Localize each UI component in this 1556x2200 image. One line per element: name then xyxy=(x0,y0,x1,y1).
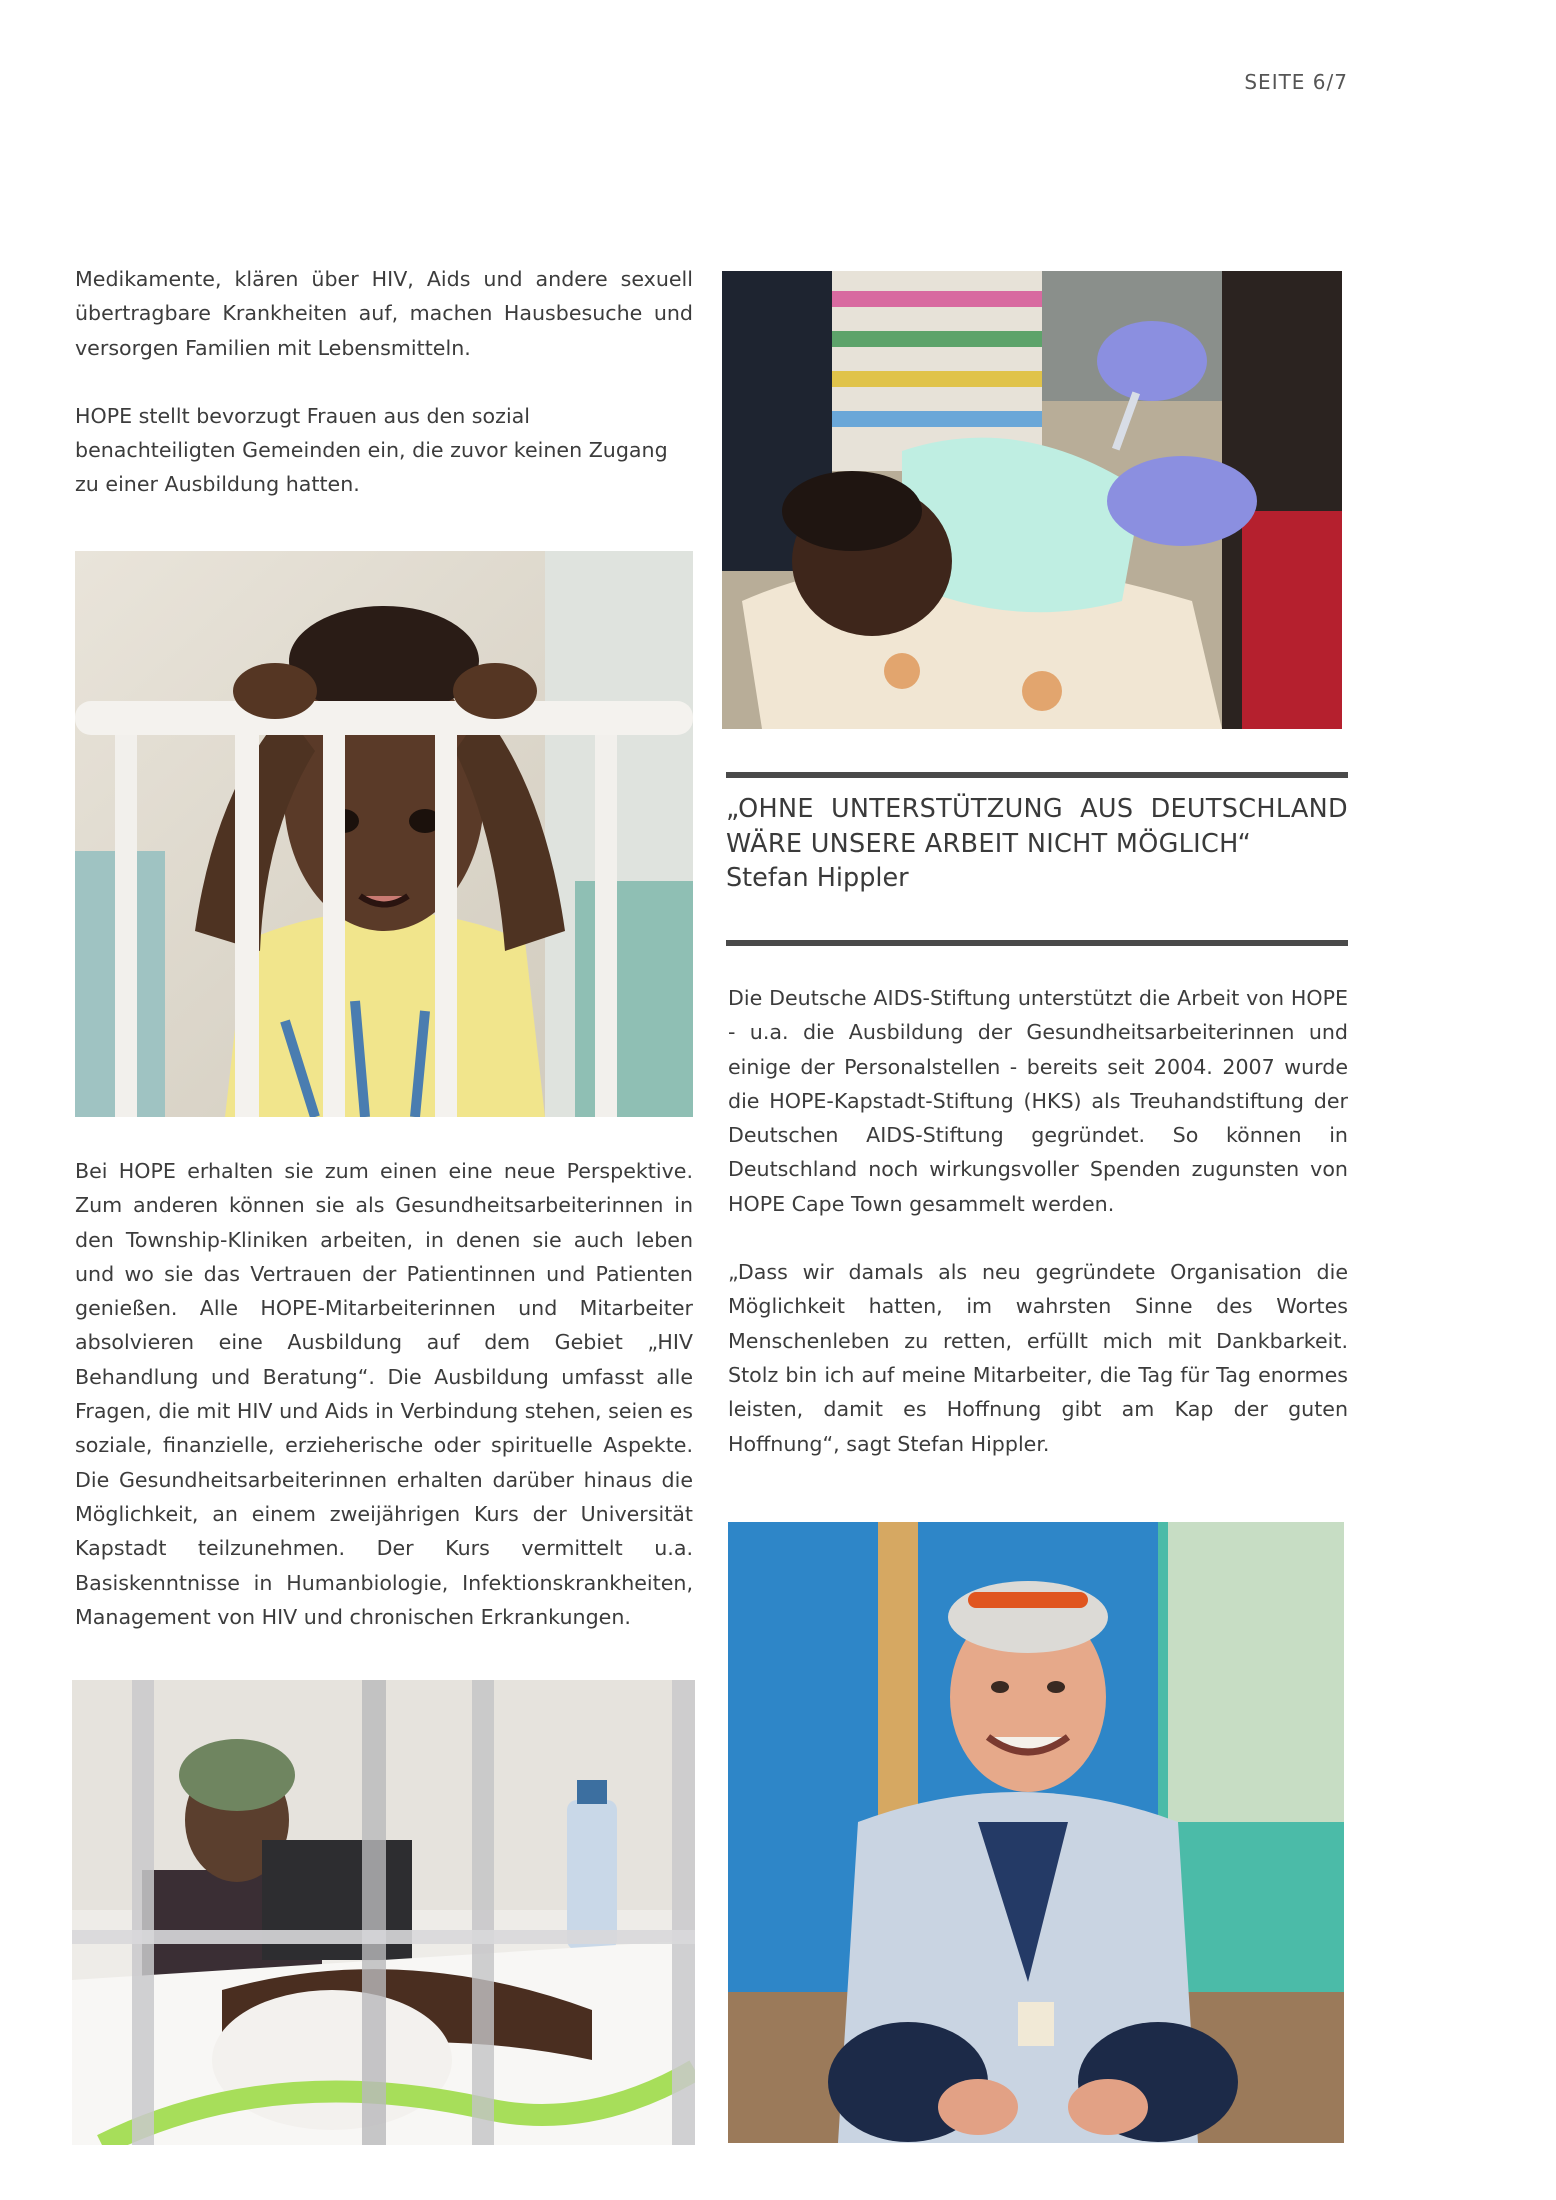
quote-box xyxy=(726,772,1348,946)
quote-author: Stefan Hippler xyxy=(726,863,909,893)
left-intro-text xyxy=(75,262,693,502)
photo-baby-vaccination xyxy=(722,271,1342,729)
left-paragraph-1: Medikamente, klären über HIV, Aids und andere sexuell übertragbare Krankheiten auf, machen Hausbesuche und versorgen Familien mit Lebensmitteln. xyxy=(75,267,693,360)
photo-hospital-bed xyxy=(72,1680,695,2145)
photo-stefan-hippler xyxy=(728,1522,1344,2143)
quote-text: „OHNE UNTERSTÜTZUNG AUS DEUTSCHLAND WÄRE UNSERE ARBEIT NICHT MÖGLICH“ xyxy=(726,794,1348,859)
left-main-text xyxy=(75,1154,693,1634)
page-number: SEITE 6/7 xyxy=(1244,70,1348,94)
left-paragraph-3: Bei HOPE erhalten sie zum einen eine neue Perspektive. Zum anderen können sie als Gesundheitsarbeiterinnen in den Township-Kliniken arbeiten, in denen sie auch leben und wo sie das Vertrauen der Patientinnen und Patienten genießen. Alle HOPE-Mitarbeiterinnen und Mitarbeiter absolvieren eine Ausbildung auf dem Gebiet „HIV Behandlung und Beratung“. Die Ausbildung umfasst alle Fragen, die mit HIV und Aids in Verbindung stehen, seien es soziale, finanzielle, erzieherische oder spirituelle Aspekte. Die Gesundheitsarbeiterinnen erhalten darüber hinaus die Möglichkeit, an einem zweijährigen Kurs der Universität Kapstadt teilzunehmen. Der Kurs vermittelt u.a. Basiskenntnisse in Humanbiologie, Infektionskrankheiten, Management von HIV und chronischen Erkrankungen. xyxy=(75,1159,693,1629)
left-paragraph-2: HOPE stellt bevorzugt Frauen aus den sozial benachteiligten Gemeinden ein, die zuvor keinen Zugang zu einer Ausbildung hatten. xyxy=(75,403,668,497)
right-paragraph-2: „Dass wir damals als neu gegründete Organisation die Möglichkeit hatten, im wahrsten Sinne des Wortes Menschenleben zu retten, erfüllt mich mit Dankbarkeit. Stolz bin ich auf meine Mitarbeiter, die Tag für Tag enormes leisten, damit es Hoffnung gibt am Kap der guten Hoffnung“, sagt Stefan Hippler. xyxy=(728,1260,1348,1456)
right-paragraph-1: Die Deutsche AIDS-Stiftung unterstützt die Arbeit von HOPE - u.a. die Ausbildung der Gesundheitsarbeiterinnen und einige der Personalstellen - bereits seit 2004. 2007 wurde die HOPE-Kapstadt-Stiftung (HKS) als Treuhandstiftung der Deutschen AIDS-Stiftung gegründet. So können in Deutschland noch wirkungsvoller Spenden zugunsten von HOPE Cape Town gesammelt werden. xyxy=(728,986,1348,1216)
photo-child-crib xyxy=(75,551,693,1117)
right-main-text xyxy=(728,981,1348,1461)
